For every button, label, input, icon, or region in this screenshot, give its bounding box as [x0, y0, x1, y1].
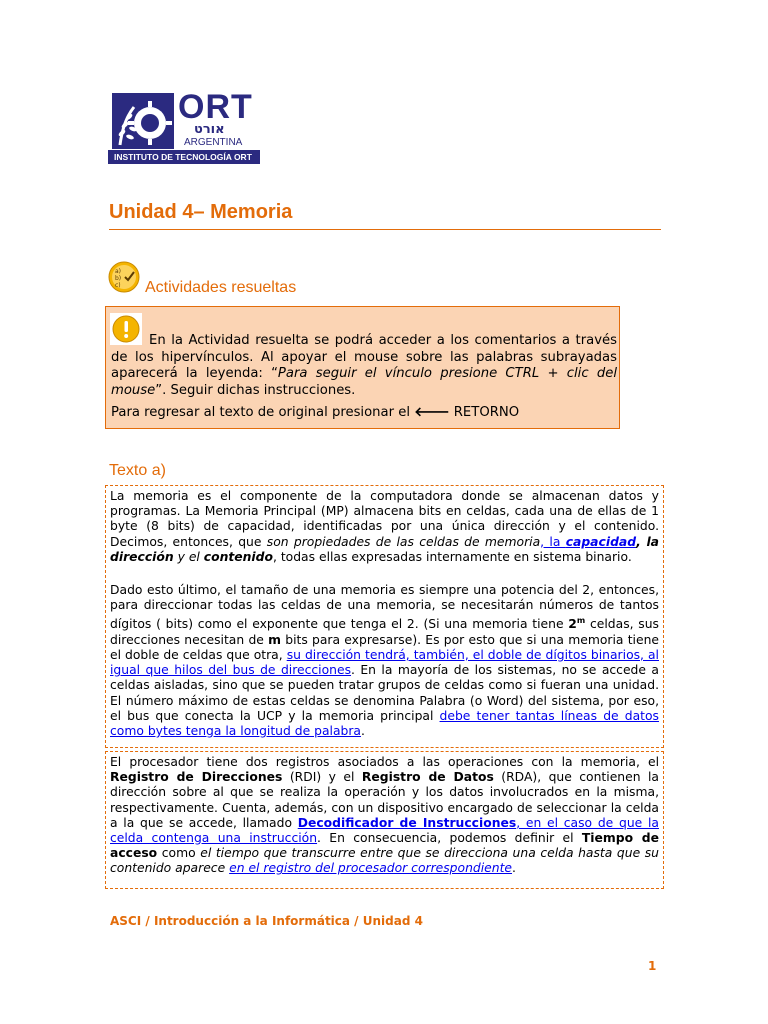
return-text: Para regresar al texto de original presionar el — [111, 405, 415, 420]
paragraph-2: Dado esto último, el tamaño de una memoria es siempre una potencia del 2, entonces, para direccionar todas las celdas de una memoria, se necesitarán números de tantos dígitos ( bits) como el exponente que tenga el 2. (Si una memoria tiene 2$^m$ celdas, sus direcciones necesitan de m bits para expresarse). Es por esto que si una memoria tiene el doble de celdas que otra, su dirección tendrá, también, el doble de dígitos binarios, al igual que hilos del bus de direcciones. En la mayoría de los sistemas, no se accede a celdas aisladas, sino que se pueden tratar grupos de celdas como si fueran una unidad. El número máximo de estas celdas se denomina Palabra (o Word) del sistema, por eso, el bus que conecta la UCP y la memoria principal debe tener tantas líneas de datos como bytes tenga la longitud de palabra. — [110, 583, 660, 738]
ort-logo — [108, 88, 260, 165]
logo-brand: ORT — [178, 88, 253, 126]
check-list-icon — [108, 261, 140, 293]
note-paragraph — [111, 333, 617, 399]
logo-country: ARGENTINA — [184, 137, 243, 148]
title-divider — [109, 229, 661, 230]
logo-hebrew: אורט — [194, 122, 225, 137]
link-celda-instruccion[interactable]: , en el caso de que la celda contenga una instrucción — [110, 815, 659, 846]
ort-emblem-icon — [112, 93, 174, 149]
link-decodificador[interactable]: Decodificador de Instrucciones — [297, 815, 517, 830]
section-title: Texto a) — [109, 462, 166, 479]
arrow-left-icon: 🡐 — [414, 405, 450, 420]
svg-text:a): a) — [115, 268, 122, 275]
svg-text:c): c) — [115, 282, 121, 289]
footer-course: ASCI / Introducción a la Informática / Unidad 4 — [110, 914, 423, 928]
page-title: Unidad 4– Memoria — [109, 201, 293, 223]
logo-institute: INSTITUTO DE TECNOLOGÍA ORT — [114, 152, 252, 162]
paragraph-3: El procesador tiene dos registros asociados a las operaciones con la memoria, el Registro de Direcciones (RDI) y el Registro de Datos (RDA), que contienen la dirección sobre al que se realiza la operación y los datos involucrados en la misma, respectivamente. Cuenta, además, con un dispositivo encargado de seleccionar la celda a la que se accede, llamado Decodificador de Instrucciones, en el caso de que la celda contenga una instrucción. En consecuencia, podemos definir el Tiempo de acceso como el tiempo que transcurre entre que se direcciona una celda hasta que su contenido aparece en el registro del procesador correspondiente. — [110, 755, 660, 876]
note-text-end: ”. Seguir dichas instrucciones. — [155, 382, 356, 398]
paragraph-1: La memoria es el componente de la computadora donde se almacenan datos y programas. La Memoria Principal (MP) almacena bits en celdas, cada una de ellas de 1 byte (8 bits) de capacidad, identificadas por una única dirección y el contenido. Decimos, entonces, que son propiedades de las celdas de memoria, la capacidad, la dirección y el contenido, todas ellas expresadas internamente en sistema binario. — [110, 489, 660, 564]
page-number: 1 — [648, 959, 657, 973]
svg-text:b): b) — [115, 275, 122, 282]
link-direccion-doble[interactable]: su dirección tendrá, también, el doble de dígitos binarios, al igual que hilos del bus de direcciones — [110, 647, 659, 678]
link-capacidad[interactable]: , la capacidad — [540, 534, 637, 549]
note-emphasis: Para seguir el vínculo presione CTRL + clic del mouse — [111, 366, 617, 398]
activities-title: Actividades resueltas — [145, 279, 297, 296]
link-registro-procesador[interactable]: en el registro del procesador correspondiente — [229, 861, 513, 876]
note-text: En la Actividad resuelta se podrá acceder a los comentarios a través de los hipervínculos. Al apoyar el mouse sobre las palabras subrayadas aparecerá la leyenda: “ — [111, 333, 617, 381]
note-return-line — [111, 405, 617, 422]
link-lineas-datos[interactable]: debe tener tantas líneas de datos como bytes tenga la longitud de palabra — [110, 708, 659, 738]
return-label: RETORNO — [449, 405, 520, 420]
